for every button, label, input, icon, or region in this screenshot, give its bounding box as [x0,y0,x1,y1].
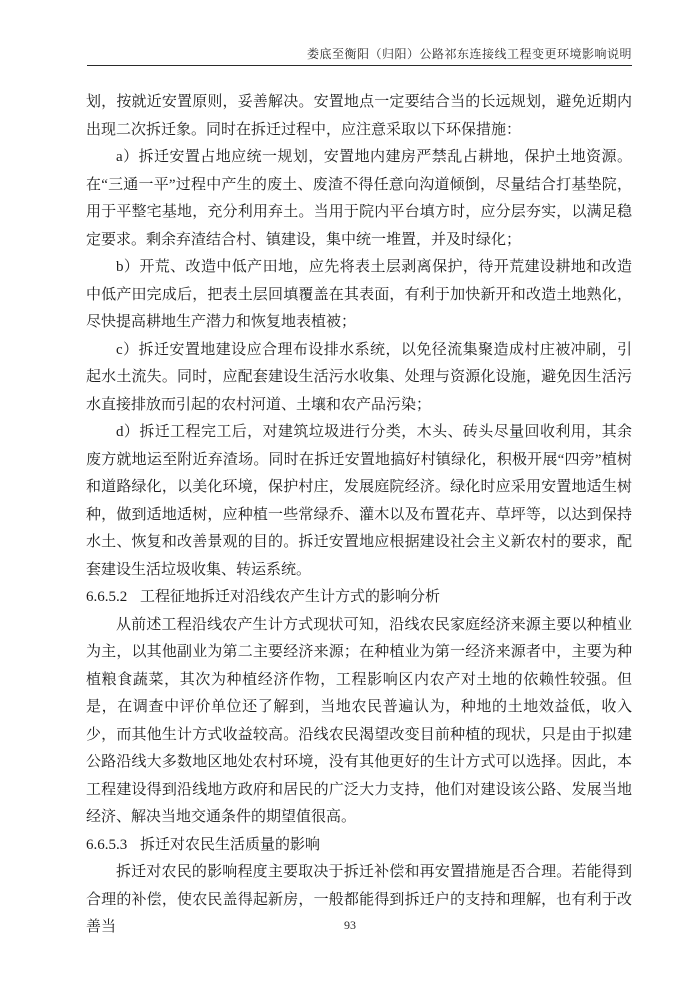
section-title: 拆迁对农民生活质量的影响 [140,836,321,853]
document-body [86,89,632,942]
page-number: 93 [344,918,356,932]
paragraph: 拆迁对农民的影响程度主要取决于拆迁补偿和再安置措施是否合理。若能得到合理的补偿，使农民盖得起新房，一般都能得到拆迁户的支持和理解，也有利于改善当 [86,864,632,935]
header-title: 娄底至衡阳（归阳）公路祁东连接线工程变更环境影响说明 [306,47,632,61]
page-footer [0,918,700,933]
paragraph: 划，按就近安置原则，妥善解决。安置地点一定要结合当的长远规划，避免近期内出现二次拆迁象。同时在拆迁过程中，应注意采取以下环保措施： [86,94,632,138]
section-heading [86,584,632,612]
paragraph: d）拆迁工程完工后，对建筑垃圾进行分类，木头、砖头尽量回收利用，其余废方就地运至附近弃渣场。同时在拆迁安置地搞好村镇绿化，积极开展“四旁”植树和道路绿化，以美化环境，保护村庄，发展庭院经济。绿化时应采用安置地适生树种，做到适地适树，应种植一些常绿乔、灌木以及布置花卉、草坪等，以达到保持水土、恢复和改善景观的目的。拆迁安置地应根据建设社会主义新农村的要求，配套建设生活垃圾收集、转运系统。 [86,424,632,578]
paragraph: c）拆迁安置地建设应合理布设排水系统，以免径流集聚造成村庄被冲刷，引起水土流失。同时，应配套建设生活污水收集、处理与资源化设施，避免因生活污水直接排放而引起的农村河道、土壤和农产品污染； [86,341,632,413]
section-heading [86,832,632,860]
section-number: 6.6.5.2 [86,589,128,605]
page-header [87,0,632,66]
paragraph: b）开荒、改造中低产田地，应先将表土层剥离保护，待开荒建设耕地和改造中低产田完成后，把表土层回填覆盖在其表面，有利于加快新开和改造土地熟化，尽快提高耕地生产潜力和恢复地表植被； [86,259,632,330]
paragraph: 从前述工程沿线农产生计方式现状可知，沿线农民家庭经济来源主要以种植业为主，以其他副业为第二主要经济来源；在种植业为第一经济来源者中，主要为种植粮食蔬菜，其次为种植经济作物，工程影响区内农产对土地的依赖性较强。但是，在调查中评价单位还了解到，当地农民普遍认为，种地的土地效益低，收入少，而其他生计方式收益较高。沿线农民渴望改变目前种植的现状，只是由于拟建公路沿线大多数地区地处农村环境，没有其他更好的生计方式可以选择。因此，本工程建设得到沿线地方政府和居民的广泛大力支持，他们对建设该公路、发展当地经济、解决当地交通条件的期望值很高。 [86,616,632,825]
section-title: 工程征地拆迁对沿线农产生计方式的影响分析 [140,589,441,605]
section-number: 6.6.5.3 [86,836,128,853]
paragraph: a）拆迁安置占地应统一规划，安置地内建房严禁乱占耕地，保护土地资源。在“三通一平”过程中产生的废土、废渣不得任意向沟道倾倒，尽量结合打基垫院，用于平整宅基地，充分利用弃土。当用于院内平台填方时，应分层夯实，以满足稳定要求。剩余弃渣结合村、镇建设，集中统一堆置，并及时绿化； [86,149,632,248]
